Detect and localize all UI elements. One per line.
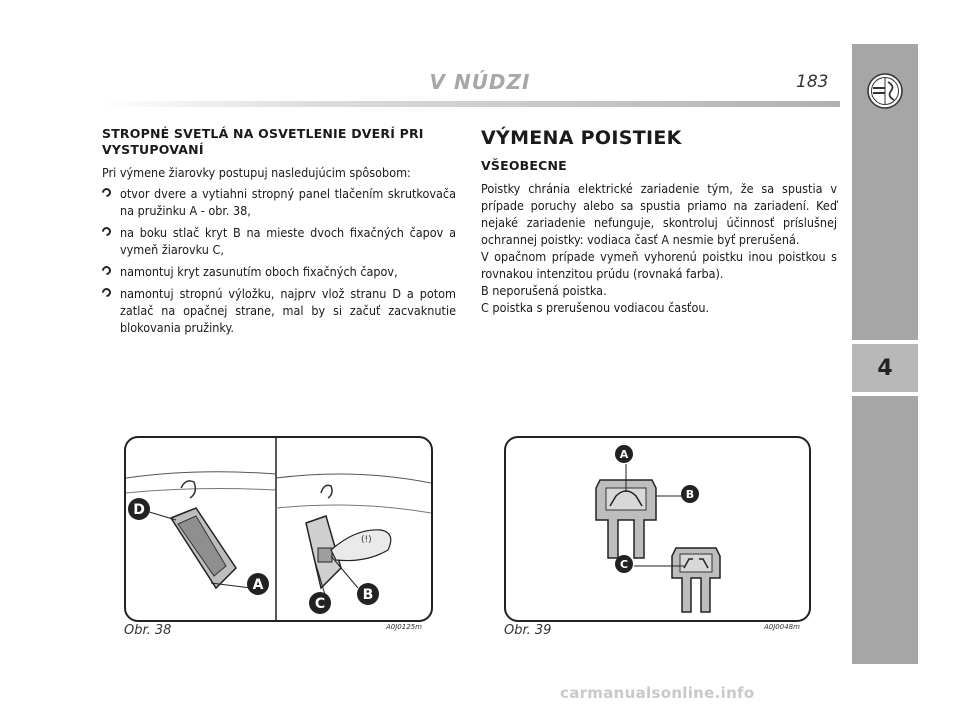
left-heading: STROPNÉ SVETLÁ NA OSVETLENIE DVERÍ PRI VYSTUPOVANÍ bbox=[102, 126, 424, 157]
label-b-marker bbox=[357, 583, 379, 605]
left-intro: Pri výmene žiarovky postupuj nasledujúcim spôsobom: bbox=[102, 165, 411, 180]
chapter-number: 4 bbox=[877, 356, 893, 381]
label-a-marker bbox=[247, 573, 269, 595]
fuse-paragraph-3: B neporušená poistka. bbox=[481, 283, 607, 298]
list-item: namontuj stropnú výložku, najprv vlož stranu D a potom zatlač na opačnej strane, mal by si začuť zacvaknutie blokovania pružinky. bbox=[102, 285, 456, 336]
brand-logo-icon bbox=[867, 73, 903, 109]
svg-text:(!): (!) bbox=[361, 535, 372, 545]
bullet-icon bbox=[100, 186, 113, 199]
site-watermark: carmanualsonline.info bbox=[560, 684, 755, 702]
instruction-list bbox=[102, 185, 456, 336]
svg-text:C: C bbox=[314, 596, 326, 612]
figure-38-labels bbox=[124, 436, 429, 618]
figure-39-code: A0J0048m bbox=[764, 623, 800, 631]
bullet-icon bbox=[100, 225, 113, 238]
bullet-icon bbox=[100, 286, 113, 299]
page-number: 183 bbox=[796, 72, 829, 92]
svg-text:A: A bbox=[252, 577, 264, 593]
list-item: na boku stlač kryt B na mieste dvoch fixačných čapov a vymeň žiarovku C, bbox=[102, 224, 456, 258]
fuse-paragraph-4: C poistka s prerušenou vodiacou časťou. bbox=[481, 300, 710, 315]
page-header-title: V NÚDZI bbox=[429, 70, 531, 94]
svg-text:D: D bbox=[133, 502, 145, 518]
left-column bbox=[102, 126, 456, 341]
list-item: otvor dvere a vytiahni stropný panel tlačením skrutkovača na pružinku A - obr. 38, bbox=[102, 185, 456, 219]
sidebar-segment-bottom bbox=[852, 396, 918, 664]
label-a-marker bbox=[615, 445, 633, 463]
fuse-paragraph-1: Poistky chránia elektrické zariadenie tým, že sa spustia v prípade poruchy alebo sa spustia priamo na zariadení. Keď nejaké zariadenie nefunguje, skontroluj účinnosť príslušnej ochrannej poistky: vodiaca časť A nesmie byť prerušená. bbox=[481, 181, 837, 247]
label-c-marker bbox=[309, 592, 331, 614]
figure-38-code: A0J0125m bbox=[386, 623, 422, 631]
list-item: namontuj kryt zasunutím oboch fixačných čapov, bbox=[102, 263, 456, 280]
header-rule bbox=[100, 101, 840, 107]
fuse-paragraph-2: V opačnom prípade vymeň vyhorenú poistku inou poistkou s rovnakou intenzitou prúdu (rovnaká farba). bbox=[481, 249, 837, 281]
figure-39-caption: Obr. 39 bbox=[504, 623, 552, 638]
section-title: VÝMENA POISTIEK bbox=[481, 127, 682, 149]
figure-38-caption: Obr. 38 bbox=[124, 623, 172, 638]
svg-text:B: B bbox=[362, 587, 374, 603]
label-c-marker bbox=[615, 555, 633, 573]
label-b-marker bbox=[681, 485, 699, 503]
right-column bbox=[481, 126, 837, 316]
chapter-sidebar bbox=[852, 44, 918, 664]
label-d-marker bbox=[128, 498, 150, 520]
figure-39-labels bbox=[504, 436, 807, 618]
section-subheading: VŠEOBECNE bbox=[481, 158, 567, 173]
svg-text:C: C bbox=[619, 558, 629, 571]
svg-text:A: A bbox=[619, 448, 629, 461]
bullet-icon bbox=[100, 264, 113, 277]
svg-text:B: B bbox=[685, 488, 695, 501]
